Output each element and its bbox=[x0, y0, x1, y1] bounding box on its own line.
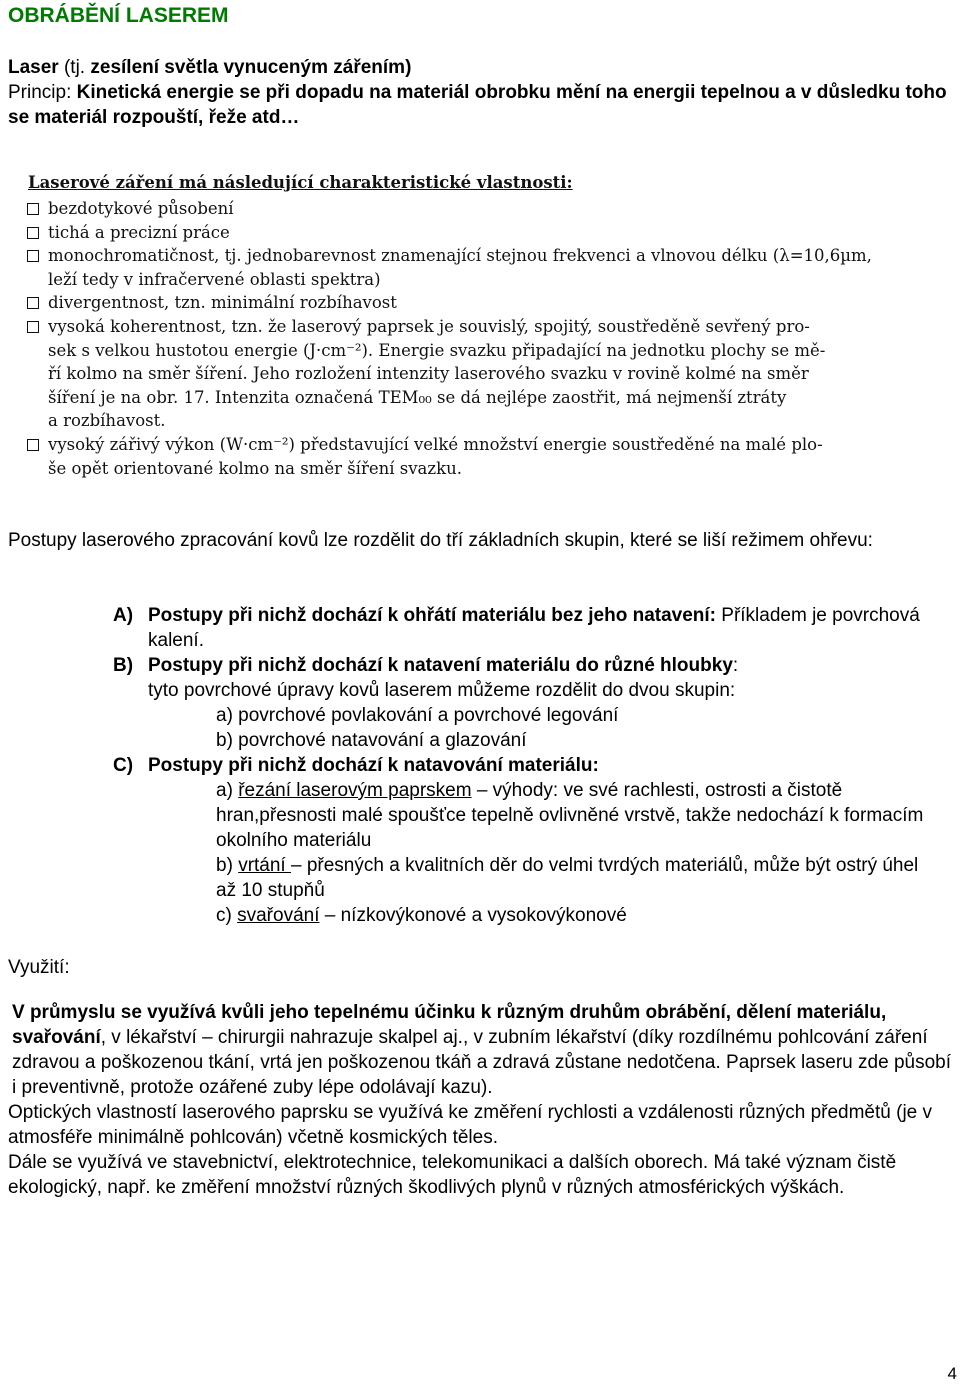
list-item-a bbox=[113, 603, 943, 653]
list-letter: A) bbox=[113, 605, 134, 626]
checkbox-icon bbox=[27, 321, 39, 333]
sub-prefix: a) bbox=[216, 780, 239, 801]
scan-line: divergentnost, tzn. minimální rozbíhavost bbox=[48, 293, 397, 313]
laser-definition bbox=[8, 55, 953, 80]
laser-def: zesílení světla vynuceným zářením) bbox=[90, 57, 412, 78]
usage-paragraph-3: Dále se využívá ve stavebnictví, elektrotechnice, telekomunikaci a dalších oborech. Má také význam čistě ekologický, např. ke změření množství různých škodlivých plynů v různých atmosférických výškách. bbox=[8, 1152, 897, 1198]
sub-text: – přesných a kvalitních děr do velmi tvrdých materiálů, může být ostrý úhel až 10 stupňů bbox=[216, 855, 919, 901]
page-number: 4 bbox=[947, 1364, 957, 1383]
process-list bbox=[113, 603, 943, 928]
list-item-text: Příkladem je povrchová kalení. bbox=[148, 605, 920, 651]
list-item-bold: Postupy při nichž dochází k natavování materiálu: bbox=[148, 755, 599, 776]
sub-term: řezání laserovým paprskem bbox=[238, 780, 472, 801]
intro bbox=[8, 55, 953, 130]
list-item-text: tyto povrchové úpravy kovů laserem můžeme rozdělit do dvou skupin: bbox=[148, 680, 736, 701]
scan-line: šíření je na obr. 17. Intenzita označená TEM₀₀ se dá nejlépe zaostřit, má nejmenší ztráty bbox=[48, 387, 787, 407]
list-item-b bbox=[113, 653, 943, 703]
checkbox-icon bbox=[27, 250, 39, 262]
usage-heading: Využití: bbox=[8, 957, 70, 978]
list-letter: C) bbox=[113, 755, 134, 776]
laser-label: Laser bbox=[8, 57, 59, 78]
usage-paragraph-2: Optických vlastností laserového paprsku se využívá ke změření rychlosti a vzdálenosti různých předmětů (je v atmosféře minimálně pohlcován) včetně kosmických těles. bbox=[8, 1102, 933, 1148]
princip bbox=[8, 80, 953, 130]
sub-item-cutting bbox=[113, 778, 943, 853]
checkbox-icon bbox=[27, 439, 39, 451]
list-letter: B) bbox=[113, 655, 134, 676]
laser-prefix: (tj. bbox=[58, 57, 91, 78]
usage-text bbox=[8, 1000, 953, 1200]
sub-term: svařování bbox=[237, 905, 320, 926]
list-item-bold: Postupy při nichž dochází k ohřátí materiálu bez jeho natavení: bbox=[148, 605, 716, 626]
list-item-colon: : bbox=[732, 655, 739, 676]
scan-line: a rozbíhavost. bbox=[48, 411, 166, 431]
processing-paragraph: Postupy laserového zpracování kovů lze rozdělit do tří základních skupin, které se liší režimem ohřevu: bbox=[8, 530, 873, 551]
scan-line: bezdotykové působení bbox=[48, 199, 234, 218]
princip-label: Princip: bbox=[8, 82, 77, 103]
list-item-c bbox=[113, 753, 943, 778]
sub-prefix: c) bbox=[216, 905, 238, 926]
usage-paragraph-1 bbox=[8, 1000, 953, 1100]
scan-line: sek s velkou hustotou energie (J·cm⁻²). Energie svazku připadající na jednotku plochy se mě- bbox=[48, 340, 826, 360]
sub-item: a) povrchové povlakování a povrchové legování bbox=[216, 705, 619, 726]
princip-text: Kinetická energie se při dopadu na materiál obrobku mění na energii tepelnou a v důsledku toho se materiál rozpouští, řeže atd… bbox=[8, 82, 947, 128]
scan-line: še opět orientované kolmo na směr šíření svazku. bbox=[48, 458, 462, 478]
usage-bold: V průmyslu se využívá kvůli jeho tepelnému účinku k různým druhům obrábění, dělení materiálu, svařování bbox=[12, 1002, 887, 1048]
scan-line: leží tedy v infračervené oblasti spektra) bbox=[48, 269, 381, 289]
sub-term: vrtání bbox=[238, 855, 291, 876]
sub-prefix: b) bbox=[216, 855, 239, 876]
sub-item: b) povrchové natavování a glazování bbox=[216, 730, 527, 751]
usage-text-1: , v lékařství – chirurgii nahrazuje skalpel aj., v zubním lékařství (díky rozdílnému pohlcování záření zdravou a poškozenou tkání, vrtá jen poškozenou tkáň a zdravá zůstane nedotčena. Paprsek laseru zde působí i preventivně, protože ozářené zuby lépe odolávají kazu). bbox=[12, 1027, 951, 1098]
checkbox-icon bbox=[27, 297, 39, 309]
scan-line: tichá a precizní práce bbox=[48, 222, 230, 242]
sub-text: – výhody: ve své rachlesti, ostrosti a čistotě hran,přesnosti malé spoušťce tepelně ovlivněné vrstvě, takže nedochází k formacím okolního materiálu bbox=[216, 780, 924, 851]
page-title: OBRÁBĚNÍ LASEREM bbox=[8, 4, 229, 27]
sub-item-drilling bbox=[113, 853, 943, 903]
list-item-bold: Postupy při nichž dochází k natavení materiálu do různé hloubky bbox=[148, 655, 733, 676]
scan-line: monochromatičnost, tj. jednobarevnost znamenající stejnou frekvenci a vlnovou délku (λ=10,6µm, bbox=[48, 246, 872, 266]
sub-text: – nízkovýkonové a vysokovýkonové bbox=[319, 905, 627, 926]
sub-item-welding bbox=[113, 903, 943, 928]
scan-line: ří kolmo na směr šíření. Jeho rozložení intenzity laserového svazku v rovině kolmé na směr bbox=[48, 364, 809, 384]
scan-line: vysoká koherentnost, tzn. že laserový paprsek je souvislý, spojitý, soustředěně sevřený pro- bbox=[48, 317, 810, 336]
scan-heading: Laserové záření má následující charakteristické vlastnosti: bbox=[28, 173, 573, 192]
scanned-properties-image bbox=[20, 165, 900, 507]
scan-line: vysoký zářivý výkon (W·cm⁻²) představující velké množství energie soustředěné na malé plo- bbox=[48, 435, 823, 454]
checkbox-icon bbox=[27, 203, 39, 215]
checkbox-icon bbox=[27, 227, 39, 239]
